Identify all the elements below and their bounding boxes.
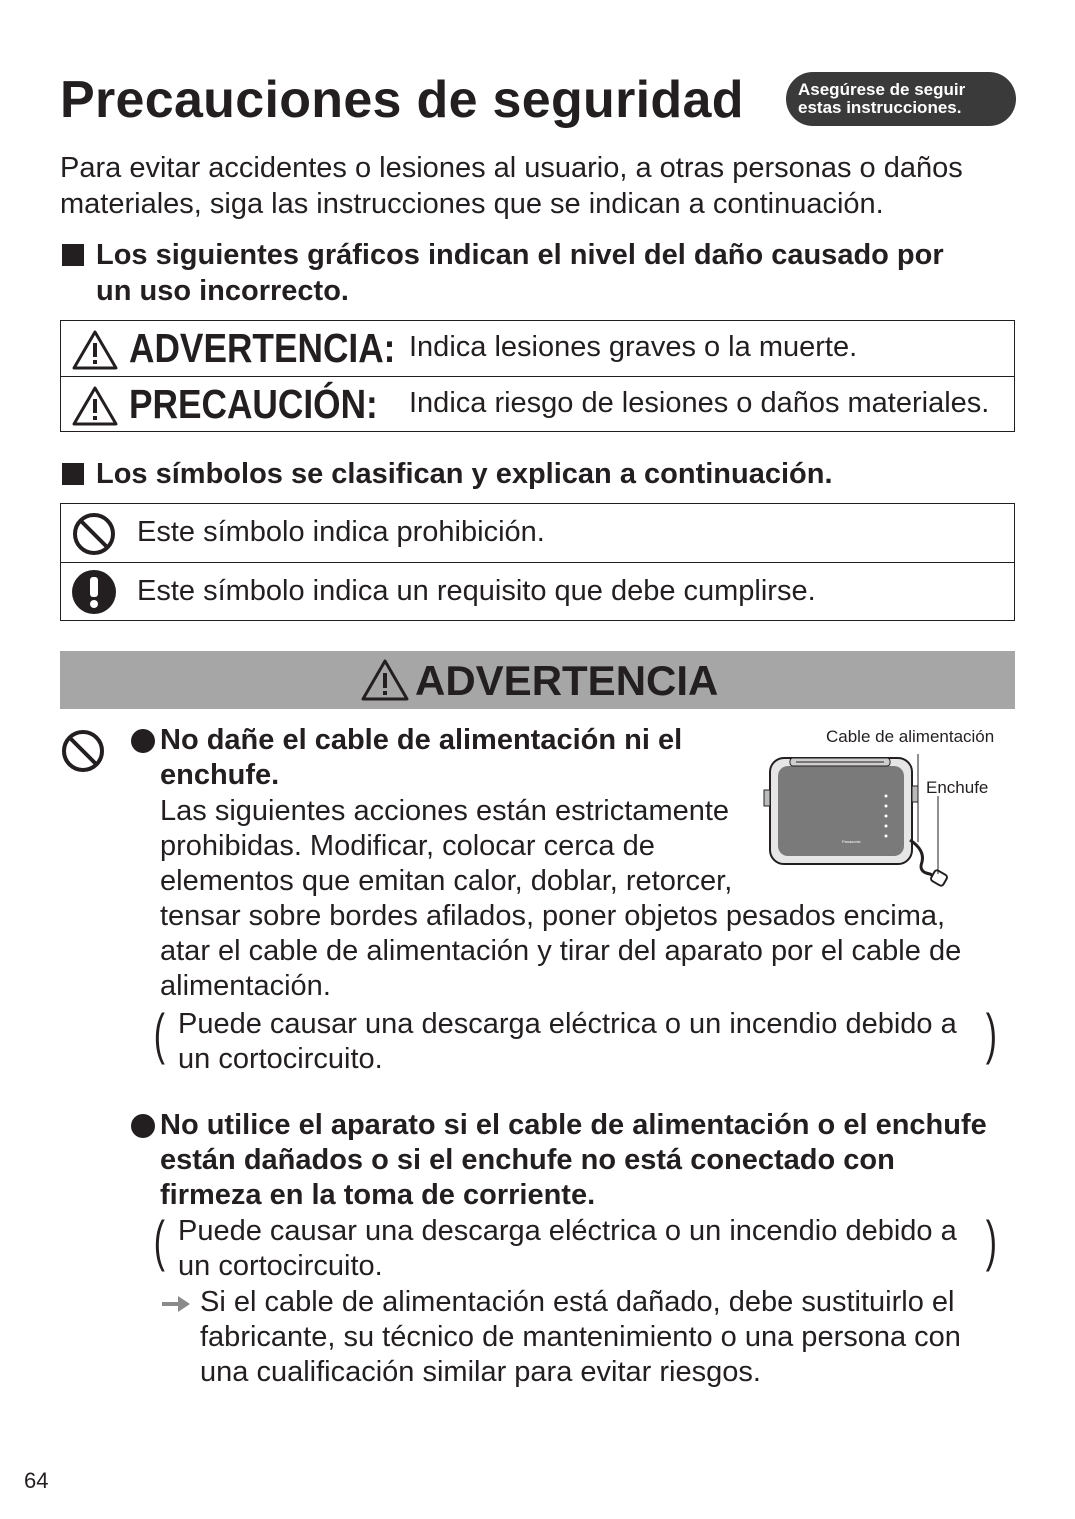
- warning-triangle-icon: [71, 385, 119, 427]
- section-heading-levels: [60, 237, 1020, 311]
- intro-text: Para evitar accidentes o lesiones al usuario, a otras personas o daños materiales, siga las instrucciones que se indican a continuación.: [60, 152, 963, 220]
- page-number: 64: [24, 1468, 49, 1493]
- section-heading-text: Los símbolos se clasifican y explican a continuación.: [96, 458, 833, 490]
- warning-triangle-icon: [71, 329, 119, 371]
- close-paren: ): [985, 1209, 997, 1272]
- item2-heading: No utilice el aparato si el cable de alimentación o el enchufe están dañados o si el enchufe no está conectado con firmeza en la toma de corriente.: [160, 1109, 987, 1211]
- section-heading-text: Los siguientes gráficos indican el nivel del daño causado por un uso incorrecto.: [96, 239, 944, 307]
- level-label: ADVERTENCIA:: [129, 325, 396, 371]
- level-description: Indica riesgo de lesiones o daños materiales.: [409, 387, 990, 419]
- open-paren: (: [153, 1209, 165, 1272]
- instructions-badge: Asegúrese de seguir estas instrucciones.: [786, 72, 1016, 126]
- level-label: PRECAUCIÓN:: [129, 381, 378, 427]
- caption-power-cable: Cable de alimentación: [826, 727, 995, 746]
- open-paren: (: [153, 1002, 165, 1065]
- square-bullet-icon: [62, 244, 84, 266]
- level-description: Indica lesiones graves o la muerte.: [409, 331, 858, 363]
- item1-heading: No dañe el cable de alimentación ni el enchufe.: [160, 724, 683, 791]
- caption-plug: Enchufe: [926, 778, 989, 797]
- close-paren: ): [985, 1002, 997, 1065]
- bullet-dot-icon: [131, 1114, 155, 1138]
- page-title: Precauciones de seguridad: [60, 71, 744, 129]
- section-heading-symbols: [60, 456, 1020, 494]
- warning-triangle-icon: [360, 658, 410, 702]
- symbol-row-prohibition: [61, 504, 1014, 563]
- item1-body: Las siguientes acciones están estrictamente prohibidas. Modificar, colocar cerca de elementos que emitan calor, doblar, retorcer, tensar sobre bordes afilados, poner objetos pesados encima, atar el cable de alimentación y tirar del aparato por el cable de alimentación.: [160, 795, 962, 1002]
- bullet-dot-icon: [131, 729, 155, 753]
- brand-label: Panasonic: [842, 839, 861, 844]
- symbol-table: [60, 503, 1015, 621]
- item2-note: Puede causar una descarga eléctrica o un incendio debido a un cortocircuito.: [178, 1215, 957, 1282]
- symbol-row-mandatory: [61, 563, 1014, 620]
- mandatory-exclamation-icon: [71, 569, 117, 615]
- warning-banner: [60, 651, 1015, 709]
- toaster-illustration: [760, 750, 960, 895]
- symbol-description: Este símbolo indica un requisito que debe cumplirse.: [137, 575, 816, 607]
- banner-title: ADVERTENCIA: [415, 657, 719, 704]
- item2-arrow-text: Si el cable de alimentación está dañado, debe sustituirlo el fabricante, su técnico de mantenimiento o una persona con una cualificación similar para evitar riesgos.: [200, 1286, 961, 1388]
- hazard-level-table: [60, 320, 1015, 432]
- symbol-description: Este símbolo indica prohibición.: [137, 516, 545, 548]
- level-row-caution: [61, 377, 1014, 432]
- prohibition-icon: [60, 728, 106, 774]
- level-row-warning: [61, 321, 1014, 377]
- arrow-right-icon: [160, 1293, 192, 1315]
- prohibition-icon: [71, 511, 117, 557]
- square-bullet-icon: [62, 463, 84, 485]
- item1-note: Puede causar una descarga eléctrica o un incendio debido a un cortocircuito.: [178, 1008, 957, 1075]
